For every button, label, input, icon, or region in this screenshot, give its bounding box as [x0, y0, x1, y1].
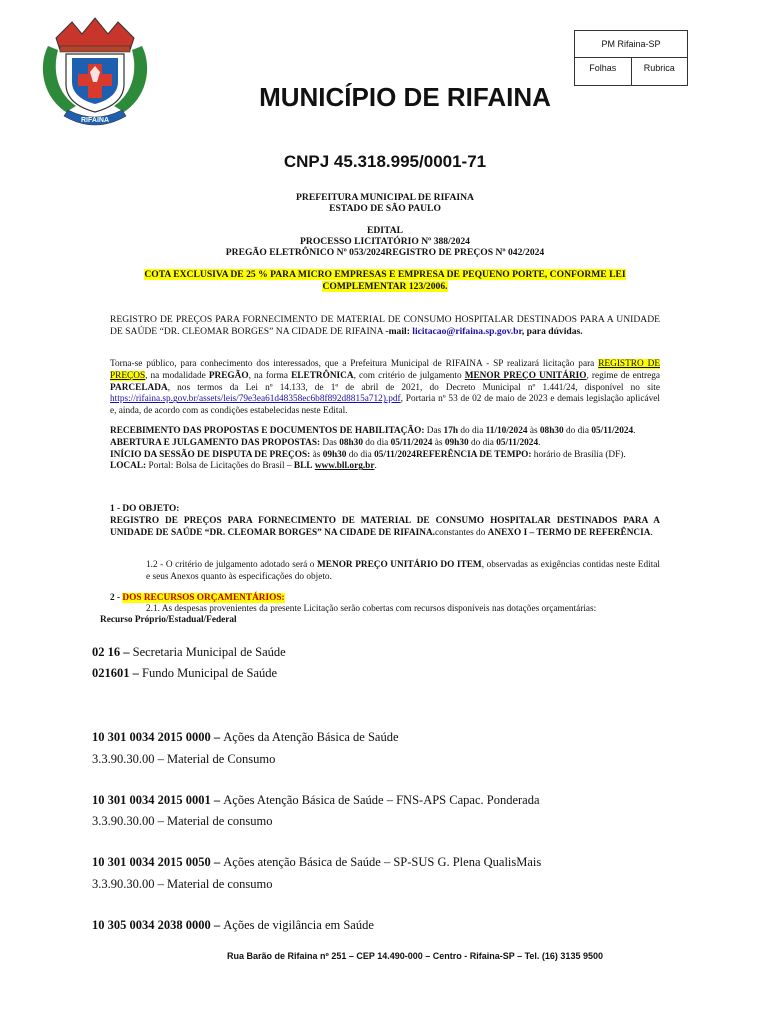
heading-estado: ESTADO DE SÃO PAULO — [329, 203, 441, 214]
recursos-heading: 2 - DOS RECURSOS ORÇAMENTÁRIOS: — [110, 593, 285, 603]
stamp-title: PM Rifaina-SP — [575, 31, 687, 58]
dotacao-line: 3.3.90.30.00 – Material de consumo — [92, 814, 273, 828]
dotacao-line: 02 16 – Secretaria Municipal de Saúde — [92, 645, 286, 659]
stamp-folhas-label: Folhas — [575, 58, 632, 85]
dotacao-line: 10 305 0034 2038 0000 – Ações de vigilância em Saúde — [92, 918, 374, 932]
folhas-rubrica-stamp — [574, 30, 688, 86]
item-1-2: 1.2 - O critério de julgamento adotado será o MENOR PREÇO UNITÁRIO DO ITEM, observadas as exigências contidas neste Edital e seus Anexos quanto às especificações do objeto. — [146, 560, 660, 582]
edital-block — [110, 225, 660, 258]
heading-processo: PROCESSO LICITATÓRIO Nº 388/2024 — [300, 236, 470, 247]
heading-edital: EDITAL — [366, 225, 404, 236]
torna-se-paragraph: Torna-se público, para conhecimento dos interessados, que a Prefeitura Municipal de RIFAINA - SP realizará licitação para REGISTRO DE PREÇOS, na modalidade PREGÃO, na forma ELETRÔNICA, com critério de julgamento MENOR PREÇO UNITÁRIO, regime de entrega PARCELADA, nos termos da Lei nº 14.133, de 1º de abril de 2021, do Decreto Municipal nº 1.441/24, disponível no site https://rifaina.sp.gov.br/assets/leis/79e3ea61d48358ec6b8f892d8815a712).pdf, Portaria nº 53 de 02 de maio de 2023 e demais legislação aplicável e, ainda, de acordo com as condições estabelecidas neste Edital. — [110, 359, 660, 417]
objeto-heading: 1 - DO OBJETO: — [110, 504, 180, 514]
crest-ribbon-text: RIFAINA — [81, 117, 109, 124]
page-footer-address: Rua Barão de Rifaina nº 251 – CEP 14.490-000 – Centro - Rifaina-SP – Tel. (16) 3135 9500 — [227, 951, 603, 961]
page-title: MUNICÍPIO DE RIFAINA — [259, 82, 551, 112]
dotacao-line: 3.3.90.30.00 – Material de consumo — [92, 877, 273, 891]
dotacao-line: 10 301 0034 2015 0050 – Ações atenção Básica de Saúde – SP-SUS G. Plena QualisMais — [92, 855, 542, 869]
heading-block — [110, 192, 660, 214]
heading-prefeitura: PREFEITURA MUNICIPAL DE RIFAINA — [296, 192, 474, 203]
intro-paragraph: REGISTRO DE PREÇOS PARA FORNECIMENTO DE MATERIAL DE CONSUMO HOSPITALAR DESTINADOS PARA A UNIDADE DE SAÚDE “DR. CLEOMAR BORGES” NA CIDADE DE RIFAINA -mail: licitacao@rifaina.sp.gov.br, para dúvidas. — [110, 314, 660, 337]
abertura-line: ABERTURA E JULGAMENTO DAS PROPOSTAS: Das 08h30 do dia 05/11/2024 às 09h30 do dia 05/11/2024. — [110, 437, 541, 448]
dotacao-line: 021601 – Fundo Municipal de Saúde — [92, 666, 278, 680]
schedule-block — [110, 426, 660, 473]
edital-pdf-link[interactable]: https://rifaina.sp.gov.br/assets/leis/79e3ea61d48358ec6b8f892d8815a712).pdf — [110, 394, 401, 405]
email-link[interactable]: licitacao@rifaina.sp.gov.br — [412, 325, 522, 337]
item-2-1: 2.1. As despesas provenientes da presente Licitação serão cobertas com recursos disponíveis nas dotações orçamentárias: — [146, 604, 597, 614]
local-line: LOCAL: Portal: Bolsa de Licitações do Brasil – BLL www.bll.org.br. — [110, 461, 377, 472]
recurso-fonte: Recurso Próprio/Estadual/Federal — [100, 615, 237, 625]
bll-link[interactable]: www.bll.org.br — [314, 461, 375, 472]
objeto-body: REGISTRO DE PREÇOS PARA FORNECIMENTO DE MATERIAL DE CONSUMO HOSPITALAR DESTINADOS PARA A UNIDADE DE SAÚDE “DR. CLEOMAR BORGES” NA CIDADE DE RIFAINA.constantes do ANEXO I – TERMO DE REFERÊNCIA. — [110, 515, 660, 538]
cnpj: CNPJ 45.318.995/0001-71 — [283, 152, 487, 171]
stamp-rubrica-label: Rubrica — [643, 63, 675, 73]
dotacao-line: 10 301 0034 2015 0000 – Ações da Atenção Básica de Saúde — [92, 730, 399, 744]
dotacao-line: 10 301 0034 2015 0001 – Ações Atenção Básica de Saúde – FNS-APS Capac. Ponderada — [92, 793, 540, 807]
heading-pregao: PREGÃO ELETRÔNICO Nº 053/2024REGISTRO DE PREÇOS Nº 042/2024 — [225, 247, 545, 258]
cota-exclusiva-notice: COTA EXCLUSIVA DE 25 % PARA MICRO EMPRESAS E EMPRESA DE PEQUENO PORTE, CONFORME LEI COMPLEMENTAR 123/2006. — [144, 269, 626, 292]
objeto-section — [110, 504, 660, 539]
inicio-sessao-line: INÍCIO DA SESSÃO DE DISPUTA DE PREÇOS: às 09h30 do dia 05/11/2024REFERÊNCIA DE TEMPO: horário de Brasília (DF). — [110, 449, 626, 460]
dotacao-line: 3.3.90.30.00 – Material de Consumo — [92, 752, 276, 766]
recebimento-line: RECEBIMENTO DAS PROPOSTAS E DOCUMENTOS DE HABILITAÇÃO: Das 17h do dia 11/10/2024 às 08h30 do dia 05/11/2024. — [110, 426, 636, 436]
